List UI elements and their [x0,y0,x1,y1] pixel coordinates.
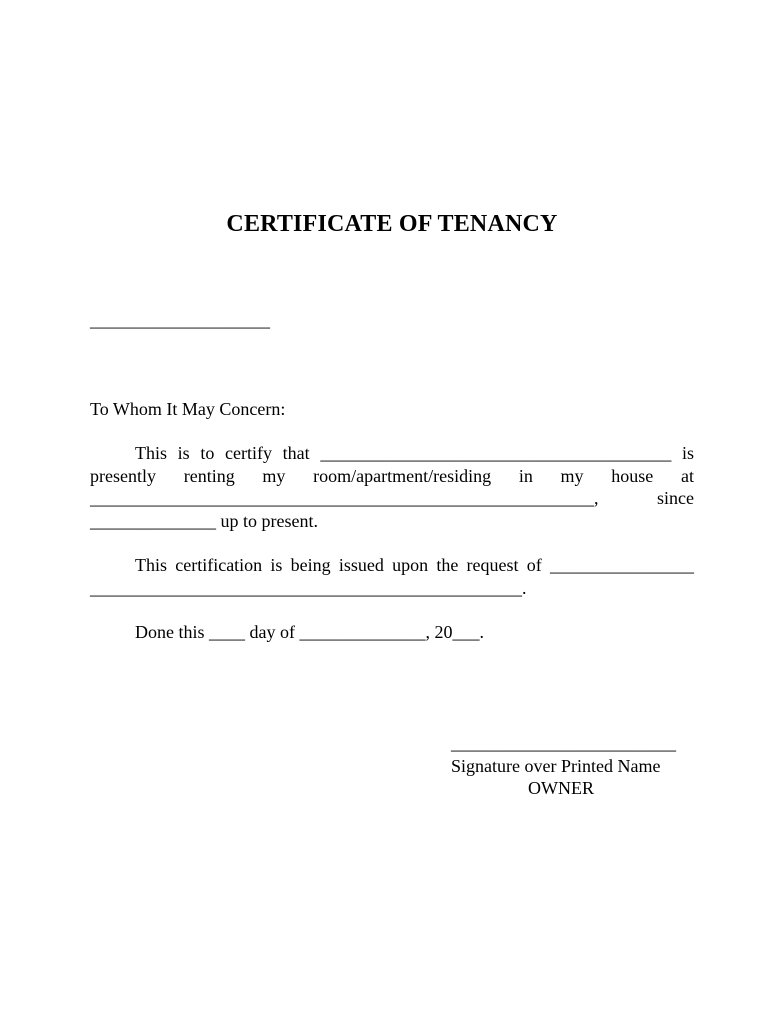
signature-line: _________________________ [451,733,676,753]
done-text: Done this ____ day of ______________, 20___. [135,622,484,642]
request-text: This certification is being issued upon the request of ________________ ________________________________________________. [90,555,694,598]
certification-paragraph [90,442,694,532]
date-blank-line: ____________________ [90,310,270,330]
document-title: CERTIFICATE OF TENANCY [226,211,558,237]
signature-block [451,732,676,800]
salutation: To Whom It May Concern: [90,399,286,419]
request-paragraph [90,554,694,599]
signature-caption: Signature over Printed Name [451,755,661,776]
certification-text: This is to certify that _______________________________________ is presently renting my room/apartment/residing in my house at ________________________________________________________, since ______________ up to present. [90,443,694,531]
done-paragraph [90,621,694,644]
signature-role: OWNER [528,778,594,798]
